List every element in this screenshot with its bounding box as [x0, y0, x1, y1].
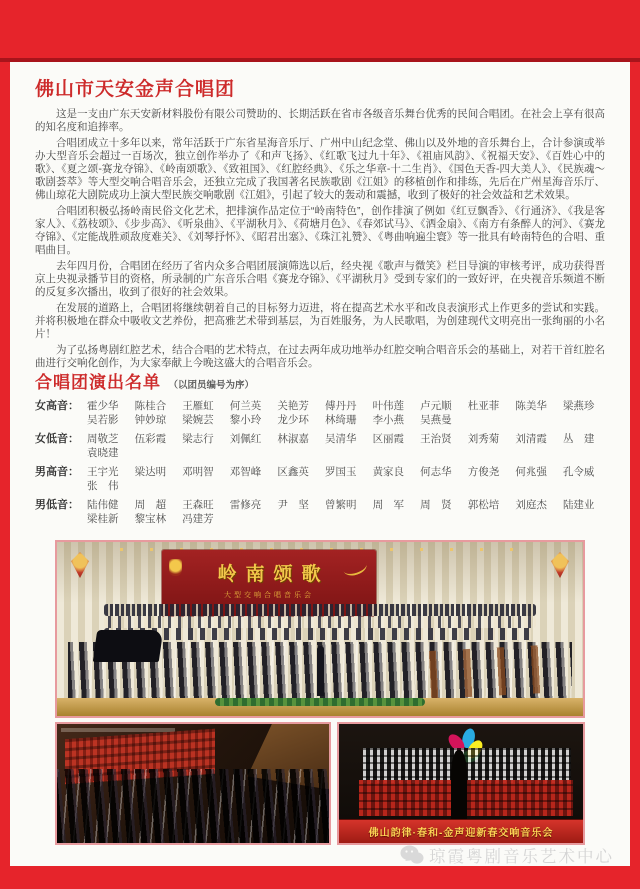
choir-row	[104, 604, 535, 616]
curtain-ornament-left	[71, 552, 89, 578]
photo-caption-strip	[61, 728, 175, 732]
member-name: 钟妙琼	[134, 414, 167, 426]
member-name: 黎小玲	[229, 414, 262, 426]
member-name: 陈桂合	[134, 400, 167, 412]
voice-part-names	[87, 432, 620, 460]
voice-part-label: 女低音：	[35, 433, 79, 445]
member-name: 黄家良	[372, 466, 405, 478]
white-choir-rows	[363, 748, 570, 784]
member-name: 关艳芳	[277, 400, 309, 412]
photo-row	[55, 722, 585, 845]
member-name: 邓明智	[182, 466, 214, 478]
member-name: 邓智峰	[229, 466, 262, 478]
member-name: 王治贤	[420, 433, 452, 445]
intro-paragraph: 去年四月份，合唱团在经历了省内众多合唱团展演筛选以后，经央视《歌声与微笑》栏目导演的审核考评，成功获得晋京上央视录播节目的资格，所录制的广东音乐合唱《赛龙夺锦》、《平湖秋月》受到专家们的一致好评，在央视音乐频道不断的反复多次播出，收到了很好的社会效果。	[35, 260, 605, 298]
member-name: 黎宝林	[134, 513, 167, 525]
performance-photo-main	[55, 540, 585, 718]
intro-paragraph: 这是一支由广东天安新材料股份有限公司赞助的、长期活跃在省市各级音乐舞台优秀的民间合唱团。在社会上享有很高的知名度和追捧率。	[35, 108, 605, 133]
member-name: 霍少华	[87, 400, 119, 412]
member-name: 杜亚菲	[467, 400, 500, 412]
grand-piano	[93, 630, 163, 662]
content-sheet	[10, 62, 630, 866]
roster-line	[87, 465, 620, 479]
member-name: 梁燕珍	[562, 400, 595, 412]
voice-part-label: 男低音：	[35, 499, 79, 511]
member-name: 方俊尧	[467, 466, 500, 478]
choir-row	[104, 628, 535, 640]
roster-group	[35, 465, 620, 493]
member-name: 李小燕	[372, 414, 405, 426]
member-name: 卢元顺	[420, 400, 452, 412]
member-name: 陈美华	[515, 400, 547, 412]
member-name: 陆伟健	[87, 499, 119, 511]
backdrop-subtitle: 大型交响合唱音乐会	[224, 592, 314, 599]
member-name: 丛 建	[562, 433, 595, 445]
roster-line	[87, 432, 620, 446]
voice-part-names	[87, 399, 620, 427]
voice-part-names	[87, 498, 620, 526]
intro-paragraph: 在发展的道路上，合唱团将继续朝着自己的目标努力迈进，将在提高艺术水平和改良表演形式上作更多的尝试和实践。并将积极地在群众中吸收文艺养份，把高雅艺术带到基层，为百姓服务，为人民歌唱，为创建现代文明亮出一张绚丽的小名片！	[35, 302, 605, 340]
member-name: 周 贤	[420, 499, 452, 511]
roster-line	[87, 512, 620, 526]
top-red-band	[0, 0, 640, 62]
member-name: 郭松培	[467, 499, 500, 511]
roster-line	[87, 498, 620, 512]
intro-paragraph: 合唱团成立十多年以来，常年活跃于广东省星海音乐厅、广州中山纪念堂、佛山以及外地的音乐舞台上，合计参演或举办大型音乐会超过一百场次，独立创作举办了《和声飞扬》、《红歌飞过九十年》、《祖庙风韵》、《祝福天安》、《百姓心中的歌》、《夏之颂-赛龙夺锦》、《岭南颂歌》、《致祖国》、《红腔经典》、《乐之华章-十二生肖》、《国色天香-四大美人》、《民族魂～歌剧荟萃》等大型交响合唱音乐会，还独立完成了我国著名民族歌剧《江姐》的移植创作和排练，先后在广州星海音乐厅、佛山琼花大剧院成功上演大型民族交响歌剧《江姐》，引起了较大的轰动和震撼，收到了极好的社会效益和艺术效果。	[35, 137, 605, 201]
member-name: 吴燕曼	[420, 414, 452, 426]
voice-part-names	[87, 465, 620, 493]
voice-part-label: 女高音：	[35, 400, 79, 412]
orchestra-area	[57, 769, 329, 843]
member-name: 梁志行	[182, 433, 214, 445]
member-name: 刘佩红	[229, 433, 262, 445]
member-name: 何志华	[420, 466, 452, 478]
roster-heading-note: （以团员编号为序）	[168, 380, 254, 391]
roster-heading-row	[35, 368, 254, 393]
member-name: 区鑫英	[277, 466, 309, 478]
member-name: 区丽霞	[372, 433, 405, 445]
member-name: 陆建业	[562, 499, 595, 511]
member-name: 曾繁明	[324, 499, 357, 511]
member-name: 袁晓建	[87, 447, 119, 459]
brand-text: 琼霞粤剧音乐艺术中心	[429, 848, 614, 866]
performance-photo-left	[55, 722, 331, 845]
member-name: 王森旺	[182, 499, 214, 511]
roster-table	[35, 399, 620, 531]
member-name: 刘清霞	[515, 433, 547, 445]
page-title: 佛山市天安金声合唱团	[35, 79, 236, 100]
bottom-red-band	[0, 866, 640, 889]
backdrop-title: 岭南颂歌	[217, 564, 330, 585]
member-name: 龙少环	[277, 414, 309, 426]
member-name: 何兆强	[515, 466, 547, 478]
member-name: 梁桂新	[87, 513, 119, 525]
member-name: 吴清华	[324, 433, 357, 445]
member-name: 梁婉芸	[182, 414, 214, 426]
wechat-icon	[400, 845, 424, 865]
brand-watermark	[400, 845, 614, 865]
member-name: 刘秀菊	[467, 433, 500, 445]
member-name: 尹 坚	[277, 499, 309, 511]
member-name: 何兰英	[229, 400, 262, 412]
choir-row	[104, 616, 535, 628]
roster-line	[87, 479, 620, 493]
stage-flowers	[215, 698, 425, 706]
cello-section	[411, 644, 563, 700]
performance-photo-right	[337, 722, 585, 845]
roster-line	[87, 446, 620, 460]
member-name: 冯建芳	[182, 513, 214, 525]
roster-group	[35, 498, 620, 526]
roster-line	[87, 399, 620, 413]
member-name: 伍彩霞	[134, 433, 167, 445]
intro-paragraph: 合唱团积极弘扬岭南民俗文化艺术，把排演作品定位于“岭南特色”，创作排演了例如《红豆飘香》、《行通济》、《我是客家人》、《荔枝颂》、《步步高》、《听泉曲》、《平湖秋月》、《荷塘月色》、《春郊试马》、《洒金扇》、《南方有条醉人的河》、《赛龙夺锦》、《定能战胜顽敌度难关》、《刘琴抒怀》、《昭君出塞》、《珠江礼赞》、《粤曲响遍尘寰》等一批具有岭南特色的合唱、重唱曲目。	[35, 205, 605, 256]
member-name: 王雁虹	[182, 400, 214, 412]
member-name: 周 超	[134, 499, 167, 511]
member-name: 雷修亮	[229, 499, 262, 511]
backdrop-emblem-icon	[169, 559, 182, 576]
roster-group	[35, 399, 620, 427]
member-name: 周 军	[372, 499, 405, 511]
intro-paragraph: 为了弘扬粤剧红腔艺术，结合合唱的艺术特点，在过去两年成功地举办红腔交响合唱音乐会的基础上，对若干首红腔名曲进行交响化创作，为大家奉献上今晚这盛大的合唱音乐会。	[35, 344, 605, 369]
member-name: 吴若影	[87, 414, 119, 426]
member-name: 周敬芝	[87, 433, 119, 445]
curtain-ornament-right	[551, 552, 569, 578]
roster-line	[87, 413, 620, 427]
member-name: 梁达明	[134, 466, 167, 478]
intro-paragraphs	[35, 108, 605, 373]
member-name: 孔令威	[562, 466, 595, 478]
member-name: 王宇光	[87, 466, 119, 478]
conductor-figure	[317, 646, 324, 696]
member-name: 罗国玉	[324, 466, 357, 478]
roster-group	[35, 432, 620, 460]
photo-banner: 佛山韵律·春和-金声迎新春交响音乐会	[339, 819, 583, 843]
voice-part-label: 男高音：	[35, 466, 79, 478]
member-name: 张 伟	[87, 480, 119, 492]
roster-heading: 合唱团演出名单	[35, 373, 161, 392]
member-name: 林淑嘉	[277, 433, 309, 445]
member-name: 傅丹丹	[324, 400, 357, 412]
member-name: 林绮珊	[324, 414, 357, 426]
member-name: 叶伟莲	[372, 400, 405, 412]
member-name: 刘庭杰	[515, 499, 547, 511]
